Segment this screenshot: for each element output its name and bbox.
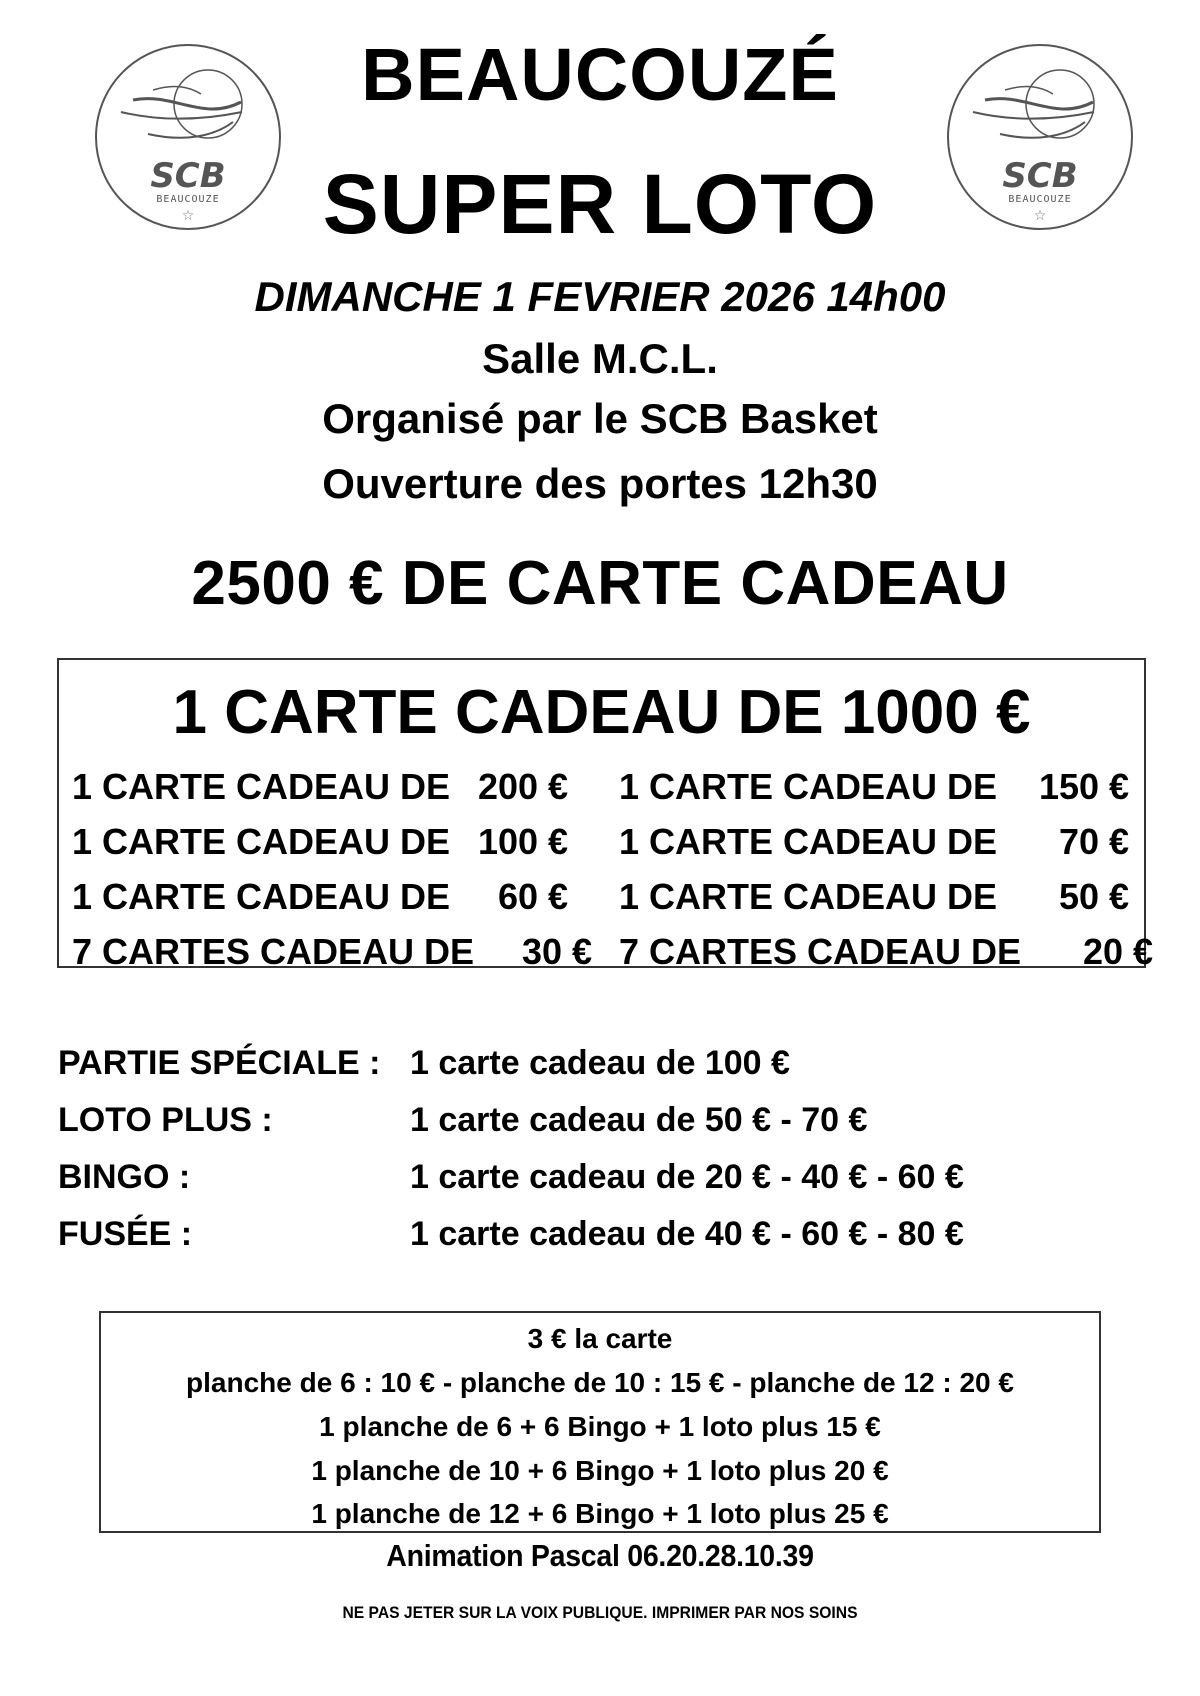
svg-text:BEAUCOUZE: BEAUCOUZE: [156, 194, 220, 205]
prize-amount: 20 €: [1082, 931, 1154, 972]
pricing-line: 1 planche de 10 + 6 Bingo + 1 loto plus 20 €: [311, 1455, 889, 1486]
svg-text:☆: ☆: [1033, 208, 1047, 224]
pricing-line: 3 € la carte: [527, 1323, 673, 1354]
prize-label: 1 CARTE CADEAU DE: [72, 821, 451, 862]
prize-label: 7 CARTES CADEAU DE: [619, 931, 1022, 972]
prize-amount: 50 €: [1058, 876, 1130, 917]
prize-label: 1 CARTE CADEAU DE: [619, 876, 998, 917]
city-title: BEAUCOUZÉ: [361, 33, 839, 116]
special-game-prize: 1 carte cadeau de 50 € - 70 €: [410, 1101, 868, 1139]
svg-text:BEAUCOUZE: BEAUCOUZE: [1008, 194, 1072, 205]
prize-row: [619, 876, 1130, 917]
special-game-label: LOTO PLUS :: [58, 1101, 273, 1139]
total-prizes-heading: 2500 € DE CARTE CADEAU: [191, 549, 1009, 618]
prize-label: 1 CARTE CADEAU DE: [619, 766, 998, 807]
svg-text:☆: ☆: [181, 208, 195, 224]
doors-open-time: Ouverture des portes 12h30: [322, 460, 878, 507]
special-game-label: PARTIE SPÉCIALE :: [58, 1044, 381, 1082]
disclaimer: NE PAS JETER SUR LA VOIX PUBLIQUE. IMPRIMER PAR NOS SOINS: [342, 1603, 858, 1622]
prize-row: [619, 931, 1154, 972]
prize-amount: 100 €: [477, 821, 569, 862]
prize-list-box: [57, 658, 1154, 972]
event-title: SUPER LOTO: [322, 157, 878, 251]
svg-text:SCB: SCB: [150, 156, 226, 196]
prize-amount: 30 €: [521, 931, 593, 972]
prize-row: [72, 821, 569, 862]
prize-amount: 70 €: [1058, 821, 1130, 862]
svg-text:SCB: SCB: [1002, 156, 1078, 196]
main-prize: 1 CARTE CADEAU DE 1000 €: [172, 678, 1031, 747]
special-game-prize: 1 carte cadeau de 20 € - 40 € - 60 €: [410, 1158, 964, 1196]
special-game-label: BINGO :: [58, 1158, 191, 1196]
event-venue: Salle M.C.L.: [482, 335, 718, 382]
prize-amount: 150 €: [1038, 766, 1130, 807]
prize-row: [619, 821, 1130, 862]
special-game-label: FUSÉE :: [58, 1215, 193, 1253]
event-date-time: DIMANCHE 1 FEVRIER 2026 14h00: [254, 273, 946, 320]
special-game-prize: 1 carte cadeau de 100 €: [410, 1044, 790, 1082]
prize-label: 1 CARTE CADEAU DE: [72, 766, 451, 807]
prize-row: [619, 766, 1130, 807]
event-organizer: Organisé par le SCB Basket: [322, 395, 878, 442]
prize-amount: 200 €: [477, 766, 569, 807]
pricing-line: planche de 6 : 10 € - planche de 10 : 15 € - planche de 12 : 20 €: [186, 1367, 1014, 1398]
prize-label: 1 CARTE CADEAU DE: [72, 876, 451, 917]
prize-row: [72, 766, 569, 807]
prize-label: 1 CARTE CADEAU DE: [619, 821, 998, 862]
animation-contact: Animation Pascal 06.20.28.10.39: [386, 1538, 814, 1573]
pricing-line: 1 planche de 6 + 6 Bingo + 1 loto plus 15 €: [319, 1411, 881, 1442]
special-game-prize: 1 carte cadeau de 40 € - 60 € - 80 €: [410, 1215, 964, 1253]
prize-row: [72, 931, 593, 972]
pricing-box: [99, 1311, 1101, 1533]
prize-label: 7 CARTES CADEAU DE: [72, 931, 475, 972]
pricing-line: 1 planche de 12 + 6 Bingo + 1 loto plus 25 €: [311, 1498, 889, 1529]
prize-row: [72, 876, 569, 917]
prize-amount: 60 €: [497, 876, 569, 917]
